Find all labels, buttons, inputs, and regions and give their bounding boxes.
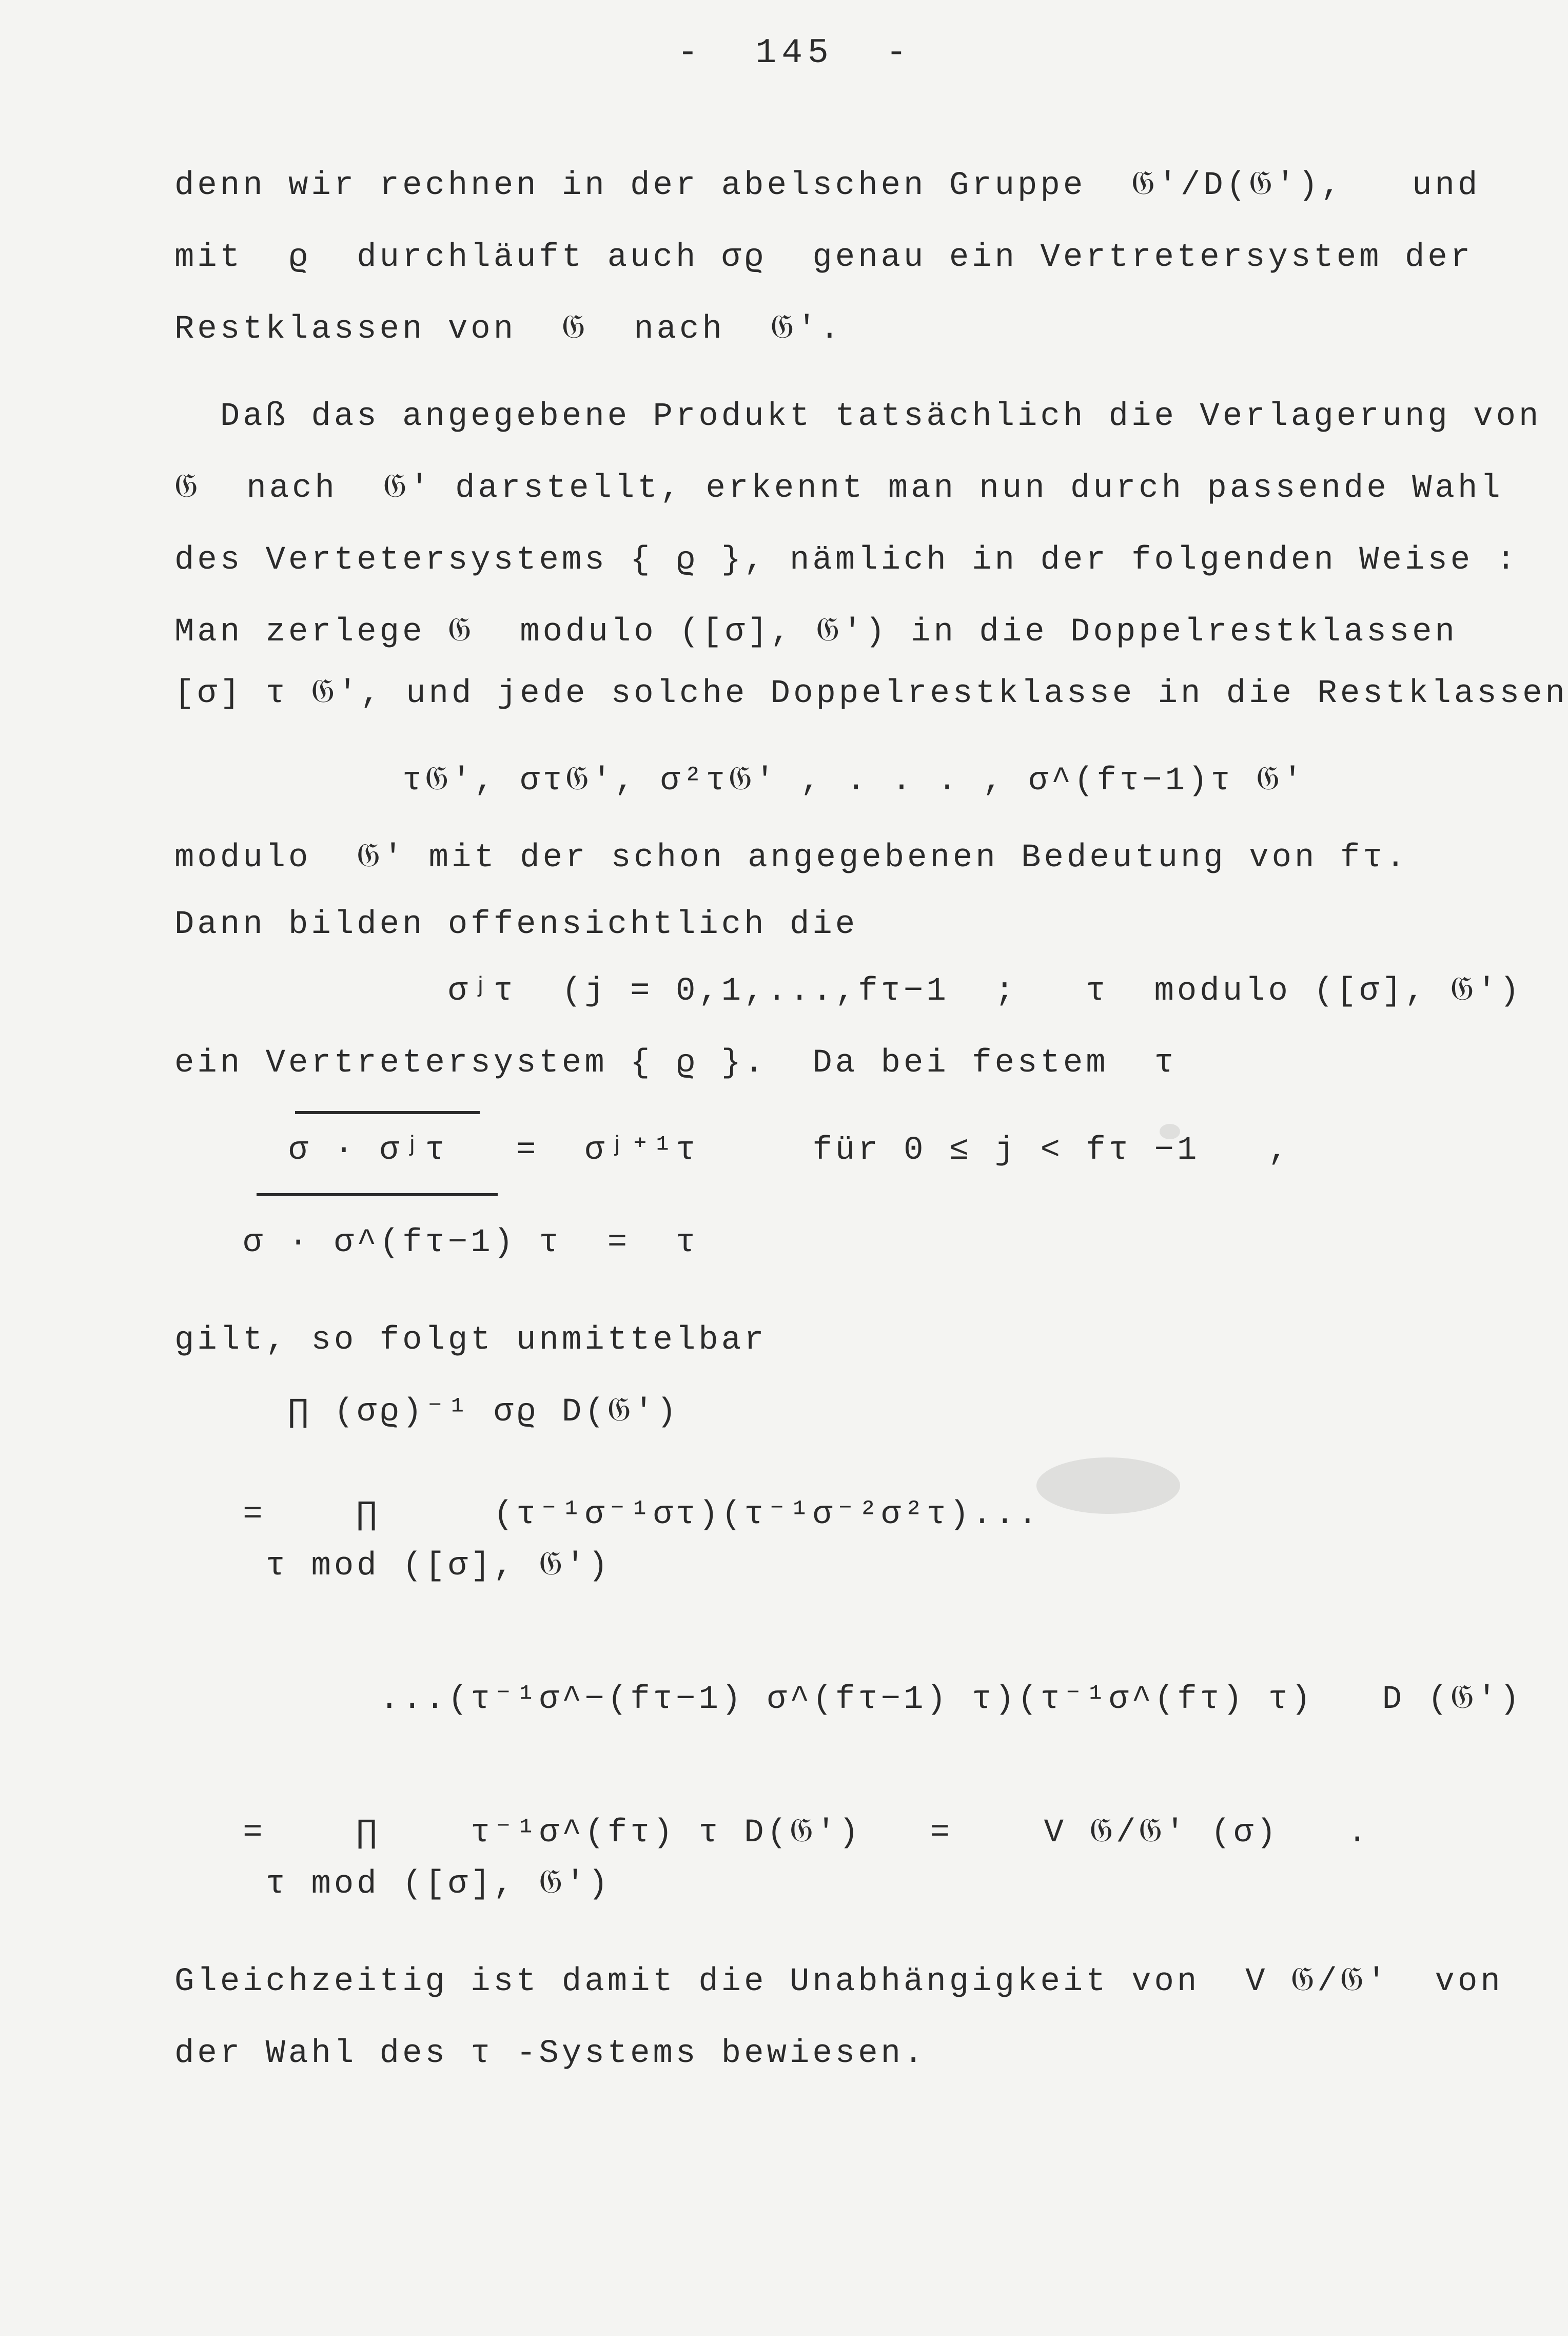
text-line-8: [σ] τ 𝔊', und jede solche Doppelrestklasse in die Restklassen <box>174 675 1568 712</box>
scan-speck <box>1160 1124 1180 1139</box>
text-line-1: denn wir rechnen in der abelschen Gruppe 𝔊'/D(𝔊'), und <box>174 167 1481 204</box>
text-line-13: Gleichzeitig ist damit die Unabhängigkeit von V 𝔊/𝔊' von <box>174 1963 1503 2000</box>
text-line-14: der Wahl des τ -Systems bewiesen. <box>174 2035 927 2072</box>
formula-product-continuation: ...(τ⁻¹σ^−(fτ−1) σ^(fτ−1) τ)(τ⁻¹σ^(fτ) τ) D (𝔊') <box>174 1681 1523 1718</box>
formula-wraparound-relation: σ · σ^(fτ−1) τ = τ <box>174 1224 699 1261</box>
text-line-4: Daß das angegebene Produkt tatsächlich die Verlagerung von <box>174 398 1542 435</box>
text-line-12: gilt, so folgt unmittelbar <box>174 1322 767 1359</box>
page-number: - 145 - <box>677 33 912 73</box>
scan-smudge <box>1036 1457 1180 1514</box>
text-line-11: ein Vertretersystem { ϱ }. Da bei festem τ <box>174 1045 1177 1082</box>
overline-bar-2 <box>257 1193 498 1196</box>
formula-product-subscript-1: τ mod ([σ], 𝔊') <box>174 1548 611 1585</box>
text-line-9: modulo 𝔊' mit der schon angegebenen Bedeutung von fτ. <box>174 840 1409 877</box>
formula-product-start: ∏ (σϱ)⁻¹ σϱ D(𝔊') <box>174 1394 680 1431</box>
formula-residue-classes: τ𝔊', στ𝔊', σ²τ𝔊' , . . . , σ^(fτ−1)τ 𝔊' <box>174 763 1306 800</box>
formula-shift-relation: σ · σʲτ = σʲ⁺¹τ für 0 ≤ j < fτ −1 , <box>174 1132 1291 1169</box>
formula-product-subscript-2: τ mod ([σ], 𝔊') <box>174 1866 611 1903</box>
text-line-7: Man zerlege 𝔊 modulo ([σ], 𝔊') in die Doppelrestklassen <box>174 614 1458 651</box>
formula-product-expansion: = ∏ (τ⁻¹σ⁻¹στ)(τ⁻¹σ⁻²σ²τ)... <box>174 1496 1041 1533</box>
formula-representatives: σʲτ (j = 0,1,...,fτ−1 ; τ modulo ([σ], 𝔊') <box>174 973 1523 1010</box>
text-line-2: mit ϱ durchläuft auch σϱ genau ein Vertretersystem der <box>174 239 1474 276</box>
formula-transfer-result: = ∏ τ⁻¹σ^(fτ) τ D(𝔊') = V 𝔊/𝔊' (σ) . <box>174 1815 1370 1852</box>
text-line-5: 𝔊 nach 𝔊' darstellt, erkennt man nun durch passende Wahl <box>174 470 1503 507</box>
text-line-6: des Vertetersystems { ϱ }, nämlich in der folgenden Weise : <box>174 542 1519 579</box>
overline-bar-1 <box>295 1111 480 1114</box>
text-line-3: Restklassen von 𝔊 nach 𝔊'. <box>174 311 842 348</box>
text-line-10: Dann bilden offensichtlich die <box>174 906 858 943</box>
